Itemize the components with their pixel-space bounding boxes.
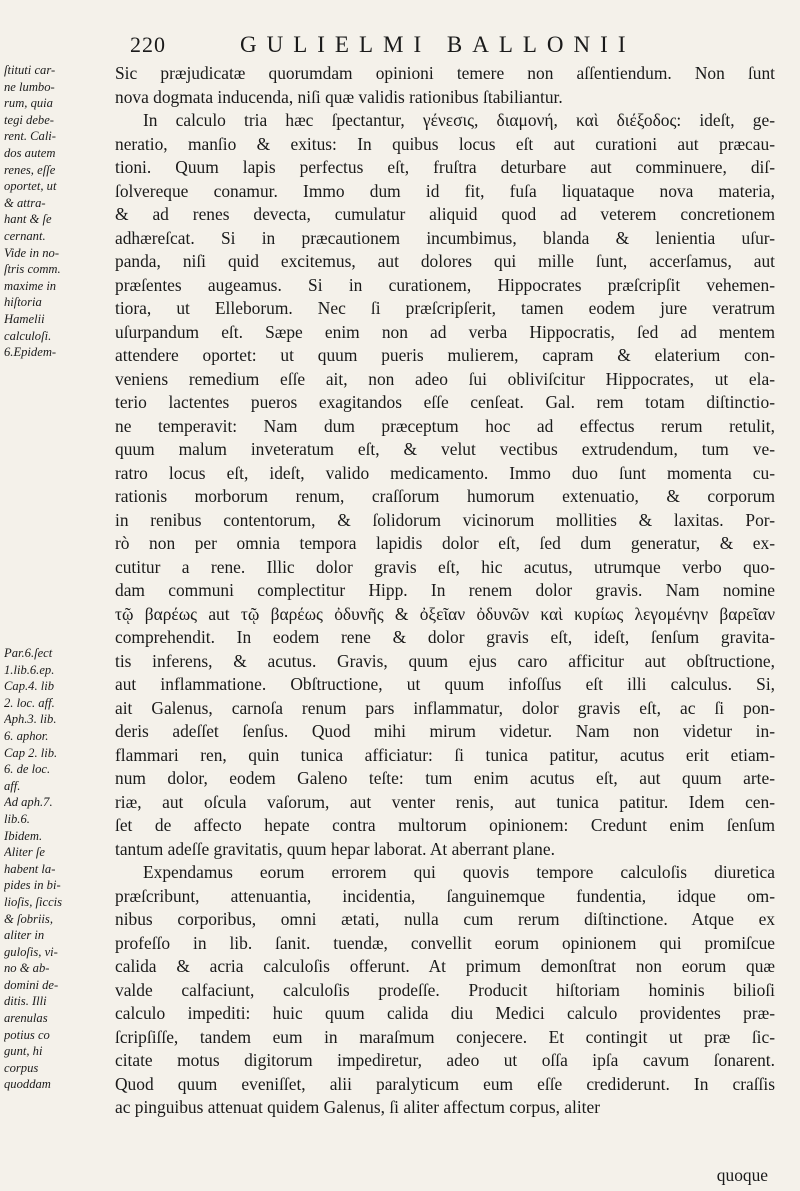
margin-note-line: Ad aph.7. (4, 795, 53, 810)
text-line: nova dogmata inducenda, niſi quæ validis rationibus ſtabiliantur. (115, 86, 563, 107)
text-line: panda, niſi quid excitemus, aut dolores qui mille ſunt, accerſamus, aut (115, 251, 775, 271)
text-line: num dolor, eodem Galeno teſte: tum enim acutus eſt, aut quum arte- (115, 768, 775, 788)
body-text (115, 62, 775, 1120)
text-line: ſcripſiſſe, tandem eum in maraſmum conjecere. Et contingit ut præ ſic- (115, 1026, 775, 1047)
margin-note-block (4, 62, 112, 361)
margin-note-line: 6. aphor. (4, 728, 49, 743)
margin-note-line: ne lumbo- (4, 79, 55, 94)
text-line: terio lactentes pueros exagitandos eſſe cenſeat. Gal. rem totam diſtinctio- (115, 392, 775, 412)
margin-note-line: & attra- (4, 195, 46, 210)
text-line: flammari ren, quin tunica afficiatur: ſi tunica patitur, acutus erit etiam- (115, 744, 775, 765)
margin-note-line: corpus (4, 1060, 39, 1075)
text-line: & ad renes devecta, cumulatur aliquid quod ad veterem concretionem (115, 204, 775, 224)
catchword: quoque (716, 1165, 768, 1185)
margin-note-line: calculoſi. (4, 328, 52, 343)
text-line: neratio, manſio & exitus: In quibus locus eſt aut curationi aut præcau- (115, 133, 775, 154)
text-line: in renibus contentorum, & ſolidorum vicinorum mollities & laxitas. Por- (115, 509, 775, 530)
margin-note-line: gunt, hi (4, 1044, 43, 1059)
running-title: GULIELMI BALLONII (240, 32, 636, 57)
text-line: ſet de affecto hepate contra multorum opinionem: Credunt enim ſenſum (115, 815, 775, 835)
margin-note-line: Ibidem. (4, 828, 43, 843)
margin-note-line: lioſis, ſiccis (4, 894, 63, 909)
text-line: ne temperavit: Nam dum præceptum hoc ad effectus rerum retulit, (115, 415, 775, 436)
margin-note-line: 6.Epidem- (4, 345, 57, 360)
text-line: præſcribunt, attenuantia, incidentia, ſanguinemque fundentia, idque om- (115, 885, 775, 906)
margin-note-line: domini de- (4, 977, 59, 992)
text-line: tantum adeſſe gravitatis, quum hepar laborat. At aberrant plane. (115, 838, 555, 859)
text-line: adhæreſcat. Si in præcautionem incumbimus, blanda & lenientia uſur- (115, 227, 775, 248)
margin-note-line: oportet, ut (4, 179, 57, 194)
text-line: nibus corporibus, omni ætati, nulla cum rerum diſtinctione. Atque ex (115, 909, 775, 929)
text-line: τῷ βαρέως aut τῷ βαρέως ὀδυνῆς & ὀξεῖαν ὀδυνῶν καὶ κυρίως λεγομένην βαρεῖαν (115, 603, 775, 624)
text-line: aut inflammatione. Obſtructione, ut quum infoſſus eſt illi calculus. Si, (115, 674, 775, 694)
text-line: deris adeſſet ſenſus. Quod mihi mirum videtur. Nam non videtur in- (115, 721, 775, 741)
margin-note-line: potius co (4, 1027, 50, 1042)
text-line: quum malum inveteratum eſt, & velut vectibus extrudendum, tum ve- (115, 439, 775, 459)
margin-note-line: aliter in (4, 928, 45, 943)
text-line: ac pinguibus attenuat quidem Galenus, ſi aliter affectum corpus, aliter (115, 1097, 601, 1117)
text-line: profeſſo in lib. ſanit. tuendæ, convellit eorum opinionem qui promiſcue (115, 932, 775, 953)
text-line: rò non per omnia tempora lapidis dolor eſt, ſed dum generatur, & ex- (115, 533, 775, 553)
text-line: Sic præjudicatæ quorumdam opinioni temere non aſſentiendum. Non ſunt (115, 63, 775, 83)
margin-note-line: guloſis, vi- (4, 944, 58, 959)
margin-note-line: rent. Cali- (4, 129, 57, 144)
margin-note-line: maxime in (4, 278, 57, 293)
text-line: Expendamus eorum errorem qui quovis tempore calculoſis diuretica (143, 862, 775, 882)
page-header (0, 30, 800, 60)
margin-note-line: ſtris comm. (4, 262, 61, 277)
margin-note-line: ditis. Illi (4, 994, 47, 1009)
text-line: Quod quum eveniſſet, alii paralyticum eum eſſe crediderunt. In craſſis (115, 1073, 775, 1094)
text-line: dam communi complectitur Hipp. In renem dolor gravis. Nam nomine (115, 580, 775, 600)
page-number: 220 (130, 32, 166, 57)
text-line: uſurpandum eſt. Sæpe enim non ad verba Hippocratis, ſed ad mentem (115, 321, 775, 342)
margin-note-line: lib.6. (4, 811, 30, 826)
margin-note-line: Aliter ſe (4, 845, 45, 860)
margin-note-line: 6. de loc. (4, 762, 51, 777)
margin-note-line: Cap.4. lib (4, 679, 55, 694)
text-line: calculo impediti: huic quum calida diu Medici calculo providentes præ- (115, 1003, 775, 1023)
margin-note-line: no & ab- (4, 961, 50, 976)
margin-note-line: arenulas (4, 1011, 48, 1026)
text-line: valde calfaciunt, calculoſis prodeſſe. Producit hiſtoriam hominis bilioſi (115, 979, 775, 1000)
margin-note-line: Aph.3. lib. (4, 712, 57, 727)
text-line: tiora, ut Elleborum. Nec ſi præſcripſerit, tamen eodem jure veratrum (115, 298, 775, 318)
text-line: In calculo tria hæc ſpectantur, γένεσις, διαμονή, καὶ διέξοδος: ideſt, ge- (143, 110, 775, 130)
text-line: comprehendit. In eodem rene & dolor gravis eſt, ideſt, ſenſum gravita- (115, 627, 775, 647)
text-line: calida & acria calculoſis offerunt. At primum demonſtrat non eorum quæ (115, 956, 775, 976)
margin-note-line: hant & ſe (4, 212, 52, 227)
text-line: tioni. Quum lapis perfectus eſt, fruſtra deturbare aut comminuere, diſ- (115, 157, 775, 177)
margin-note-line: 1.lib.6.ep. (4, 662, 55, 677)
text-line: præſentes augeamus. Si in curationem, Hippocrates præſcripſit vehemen- (115, 274, 775, 295)
text-line: ait Galenus, carnoſa renum pars inflammatur, dolor gravis eſt, ac ſi pon- (115, 697, 775, 718)
margin-note-line: rum, quia (4, 96, 53, 111)
text-line: cutitur a rene. Illic dolor gravis eſt, hic acutus, utrumque verbo quo- (115, 556, 775, 577)
margin-note-line: pides in bi- (4, 878, 61, 893)
margin-note-line: tegi debe- (4, 112, 54, 127)
text-line: tis inferens, & acutus. Gravis, quum ejus caro afficitur aut obſtructione, (115, 650, 775, 671)
margin-note-line: Vide in no- (4, 245, 60, 260)
text-line: veniens remedium eſſe ait, non adeo ſui obliviſcitur Hippocrates, ut ela- (115, 368, 775, 389)
text-line: riæ, aut oſcula vaſorum, aut venter renis, aut tunica patitur. Idem cen- (115, 791, 775, 812)
margin-note-line: cernant. (4, 228, 46, 243)
text-line: ratro locus eſt, ideſt, valido medicamento. Immo duo ſunt momenta cu- (115, 462, 775, 483)
margin-note-line: 2. loc. aff. (4, 695, 55, 710)
text-line: attendere oportet: ut quum pueris mulierem, capram & elaterium con- (115, 345, 775, 365)
margin-note-line: renes, eſſe (4, 162, 56, 177)
margin-note-line: Hamelii (4, 311, 45, 326)
margin-note-line: habent la- (4, 861, 56, 876)
margin-note-line: & ſobriis, (4, 911, 53, 926)
margin-note-line: quoddam (4, 1077, 51, 1092)
margin-note-line: ſtituti car- (4, 63, 56, 77)
text-line: citate motus digitorum impediretur, adeo ut oſſa ipſa cavum ſonarent. (115, 1050, 775, 1070)
margin-note-block (4, 645, 112, 1093)
margin-note-line: Cap 2. lib. (4, 745, 58, 760)
margin-note-line: aff. (4, 778, 21, 793)
text-line: rationis morborum renum, craſſorum humorum extenuatio, & corporum (115, 486, 775, 506)
text-line: ſolvereque conamur. Immo dum id fit, fuſa liquataque nova materia, (115, 180, 775, 201)
margin-note-line: dos autem (4, 145, 56, 160)
margin-note-line: hiſtoria (4, 295, 42, 310)
margin-note-line: Par.6.ſect (4, 646, 53, 660)
